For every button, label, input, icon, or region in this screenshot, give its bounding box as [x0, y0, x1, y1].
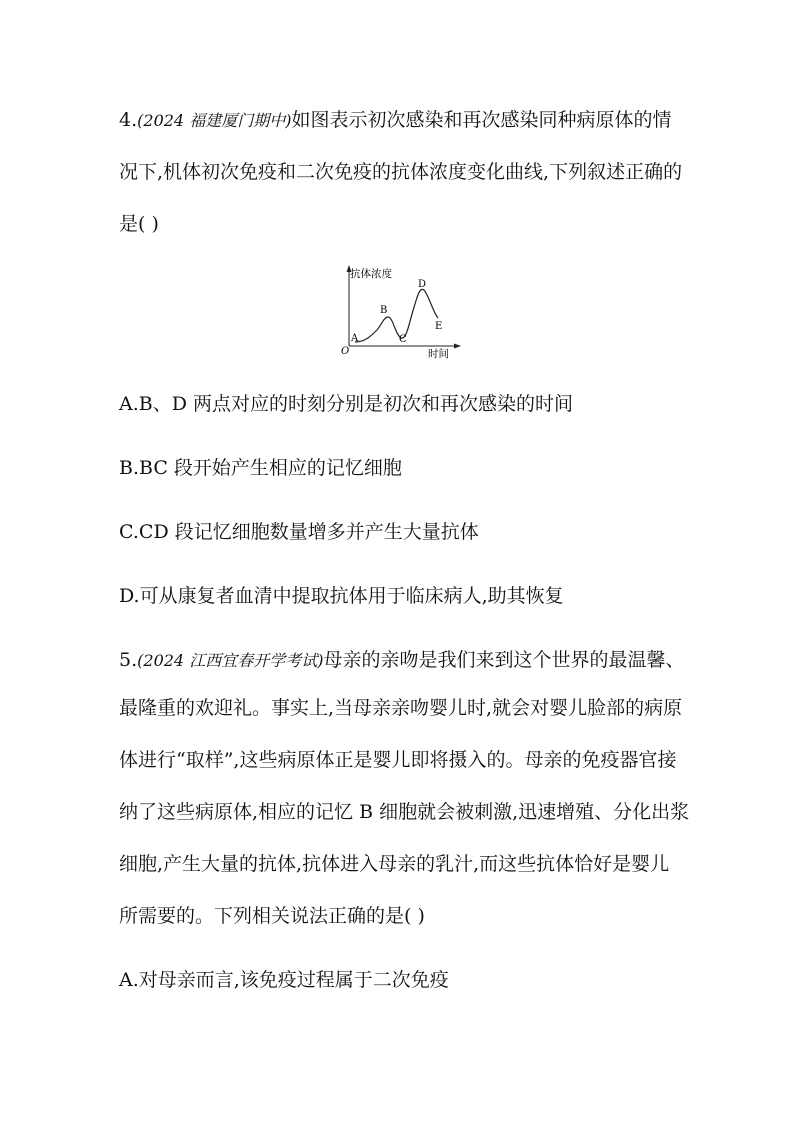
q5-number: 5.	[119, 649, 138, 671]
x-axis-label: 时间	[428, 348, 449, 360]
q5-stem-line-4: 纳了这些病原体,相应的记忆 B 细胞就会被刺激,迅速增殖、分化出浆	[119, 801, 690, 823]
antibody-curve	[355, 289, 438, 342]
point-label-e: E	[435, 321, 443, 332]
q5-option-a: A.对母亲而言,该免疫过程属于二次免疫	[119, 969, 449, 991]
q5-stem-line-6: 所需要的。下列相关说法正确的是( )	[119, 905, 425, 927]
q5-stem-line-5: 细胞,产生大量的抗体,抗体进入母亲的乳汁,而这些抗体恰好是婴儿	[119, 853, 670, 875]
q5-stem-line-3: 体进行“取样”,这些病原体正是婴儿即将摄入的。母亲的免疫器官接	[119, 749, 677, 771]
origin-label: O	[341, 346, 350, 357]
x-axis-arrow	[454, 344, 461, 349]
q4-option-d: D.可从康复者血清中提取抗体用于临床病人,助其恢复	[119, 585, 564, 607]
q4-option-a: A.B、D 两点对应的时刻分别是初次和再次感染的时间	[119, 393, 573, 415]
q4-option-b: B.BC 段开始产生相应的记忆细胞	[119, 457, 402, 479]
antibody-concentration-graph	[337, 262, 467, 362]
q4-stem-line-1: 如图表示初次感染和再次感染同种病原体的情	[291, 109, 672, 131]
y-axis-label: 抗体浓度	[350, 268, 392, 280]
point-label-b: B	[380, 305, 388, 316]
point-label-a: A	[351, 333, 359, 344]
q5-source: (2024 江西宜春开学考试)	[137, 651, 324, 670]
q4-stem-line-3: 是( )	[119, 213, 159, 235]
q4-number: 4.	[119, 109, 138, 131]
q5-first-line	[119, 648, 684, 673]
q4-source: (2024 福建厦门期中)	[137, 111, 292, 130]
q4-first-line	[119, 108, 671, 133]
q5-stem-line-2: 最隆重的欢迎礼。事实上,当母亲亲吻婴儿时,就会对婴儿脸部的病原	[119, 697, 683, 719]
point-label-d: D	[418, 279, 427, 290]
point-label-c: C	[399, 334, 407, 345]
q5-stem-line-1: 母亲的亲吻是我们来到这个世界的最温馨、	[323, 649, 685, 671]
q4-option-c: C.CD 段记忆细胞数量增多并产生大量抗体	[119, 521, 479, 543]
q4-stem-line-2: 况下,机体初次免疫和二次免疫的抗体浓度变化曲线,下列叙述正确的	[119, 161, 683, 183]
